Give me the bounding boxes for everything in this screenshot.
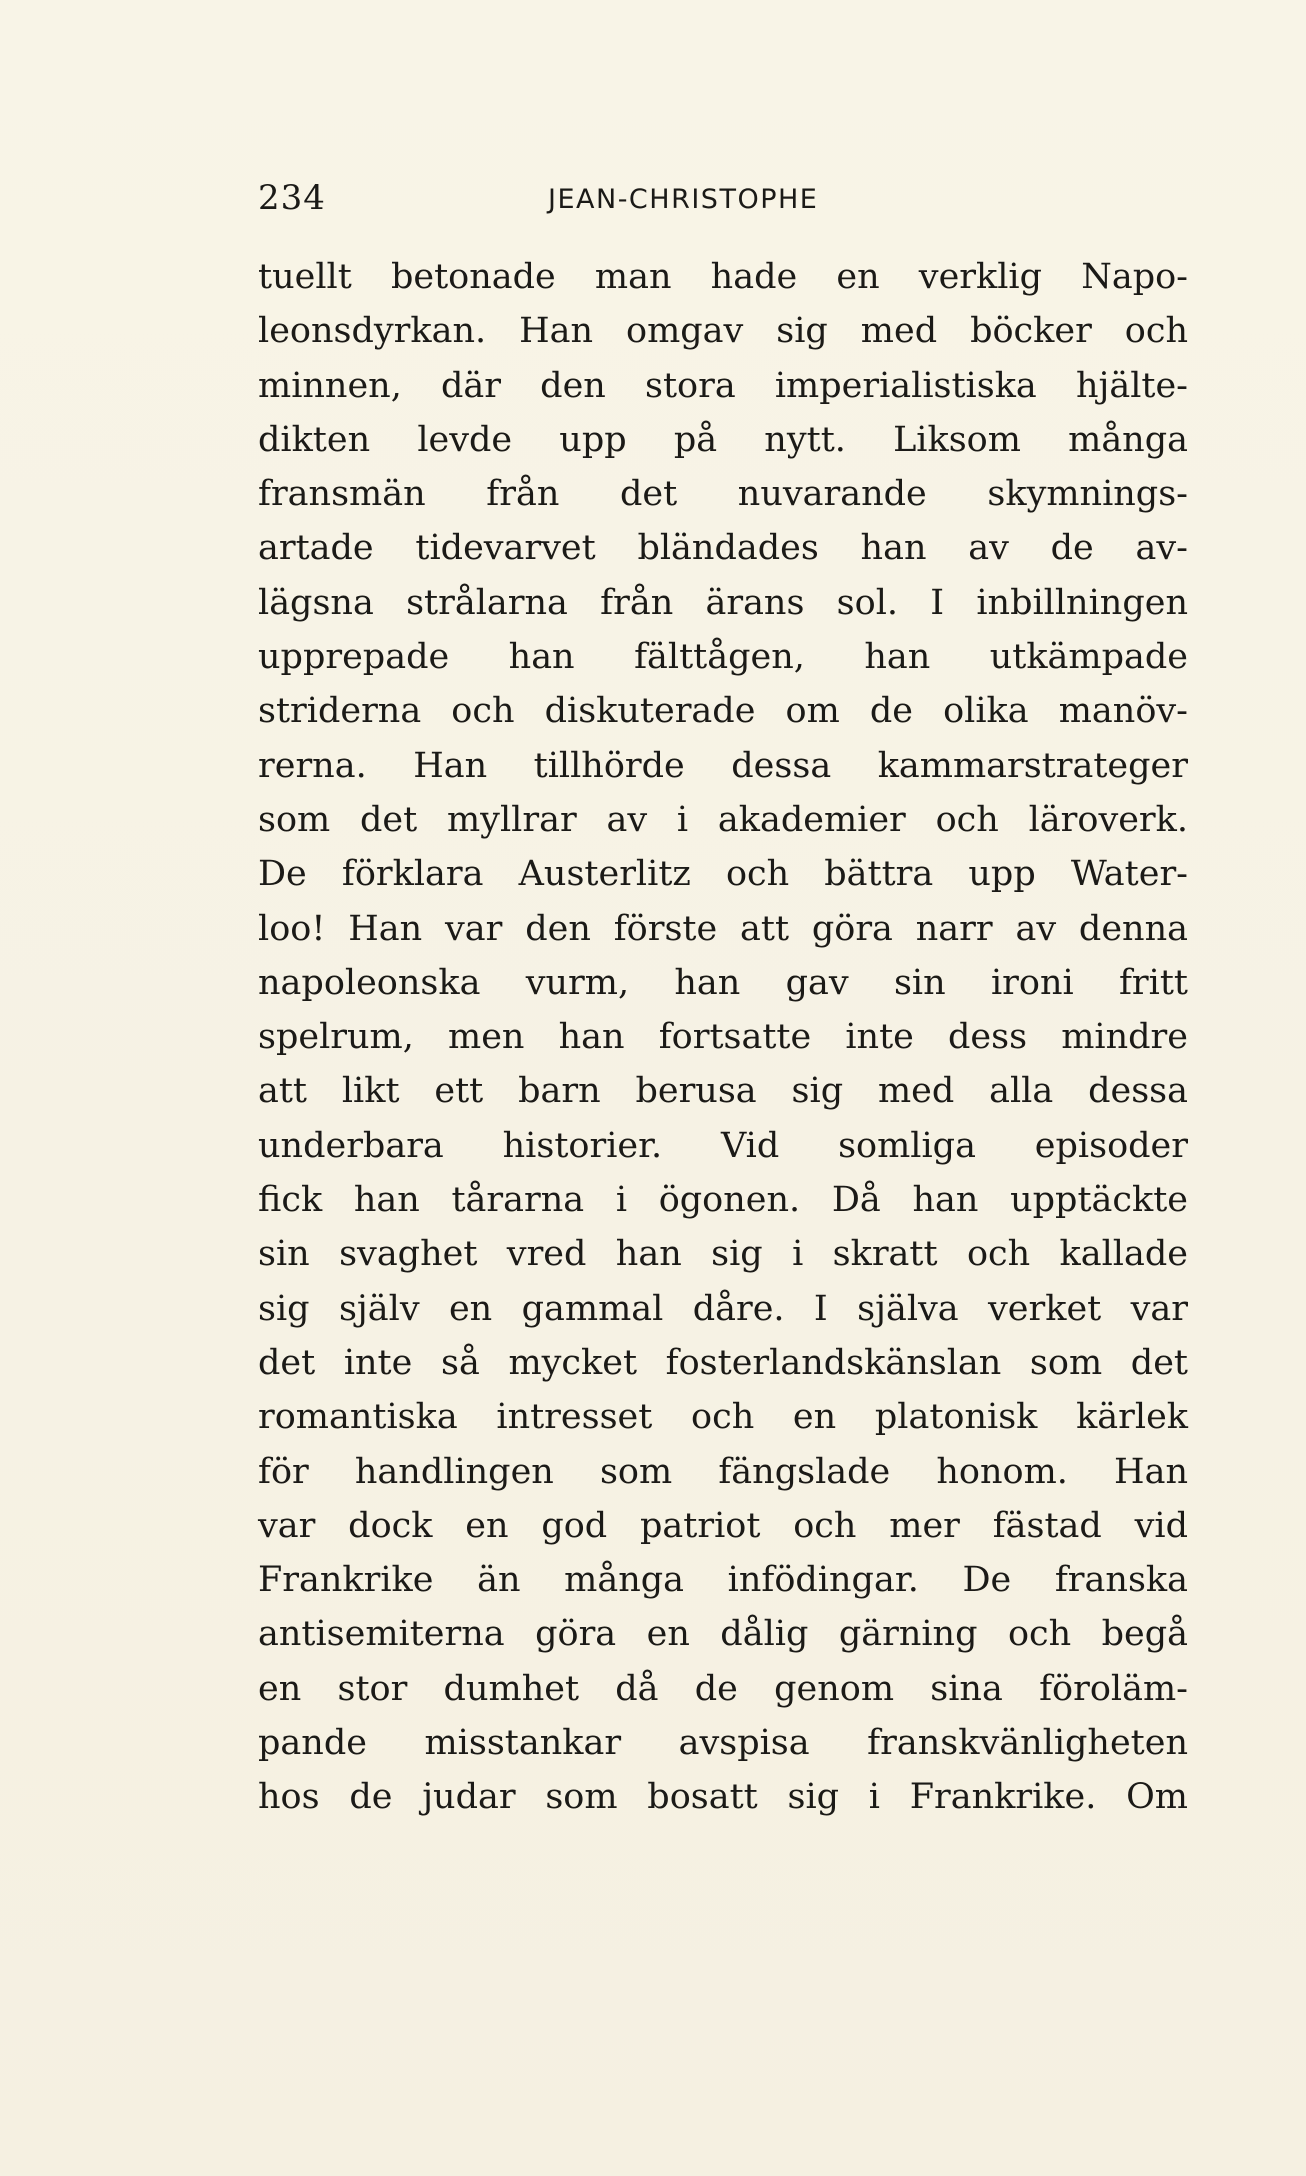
text-line: det inte så mycket fosterlandskänslan som det [258,1342,1188,1383]
text-line: för handlingen som fängslade honom. Han [258,1451,1188,1492]
text-line: en stor dumhet då de genom sina föroläm- [258,1668,1188,1709]
text-line: antisemiterna göra en dålig gärning och begå [258,1614,1188,1655]
text-line: som det myllrar av i akademier och läroverk. [258,799,1188,840]
text-line: tuellt betonade man hade en verklig Napo- [258,257,1188,297]
text-line: underbara historier. Vid somliga episoder [258,1125,1188,1166]
text-line: sin svaghet vred han sig i skratt och kallade [258,1234,1188,1275]
text-line: hos de judar som bosatt sig i Frankrike. Om [258,1777,1188,1818]
text-line: upprepade han fälttågen, han utkämpade [258,637,1188,678]
text-line: dikten levde upp på nytt. Liksom många [258,419,1188,460]
text-line: fick han tårarna i ögonen. Då han upptäckte [258,1180,1188,1221]
text-line: fransmän från det nuvarande skymnings- [258,474,1188,515]
text-line: leonsdyrkan. Han omgav sig med böcker och [258,311,1188,352]
body-text [258,250,1188,1825]
text-line: lägsna strålarna från ärans sol. I inbillningen [258,582,1188,623]
text-line: striderna och diskuterade om de olika manöv- [258,691,1188,732]
text-line: att likt ett barn berusa sig med alla dessa [258,1071,1188,1112]
text-line: spelrum, men han fortsatte inte dess mindre [258,1017,1188,1058]
page-header [258,178,1188,238]
text-line: artade tidevarvet bländades han av de av- [258,528,1188,569]
text-line: napoleonska vurm, han gav sin ironi fritt [258,962,1188,1003]
text-line: var dock en god patriot och mer fästad vid [258,1505,1188,1546]
text-line: sig själv en gammal dåre. I själva verket var [258,1288,1188,1329]
text-line: De förklara Austerlitz och bättra upp Water- [258,854,1188,895]
page-number: 234 [258,178,326,218]
running-title: JEAN-CHRISTOPHE [548,184,819,215]
text-line: romantiska intresset och en platonisk kärlek [258,1397,1188,1438]
text-line: pande misstankar avspisa franskvänligheten [258,1723,1188,1764]
text-line: minnen, där den stora imperialistiska hjälte- [258,365,1188,406]
text-line: rerna. Han tillhörde dessa kammarstrateger [258,745,1188,786]
text-line: Frankrike än många infödingar. De franska [258,1560,1188,1601]
text-line: loo! Han var den förste att göra narr av denna [258,908,1188,949]
